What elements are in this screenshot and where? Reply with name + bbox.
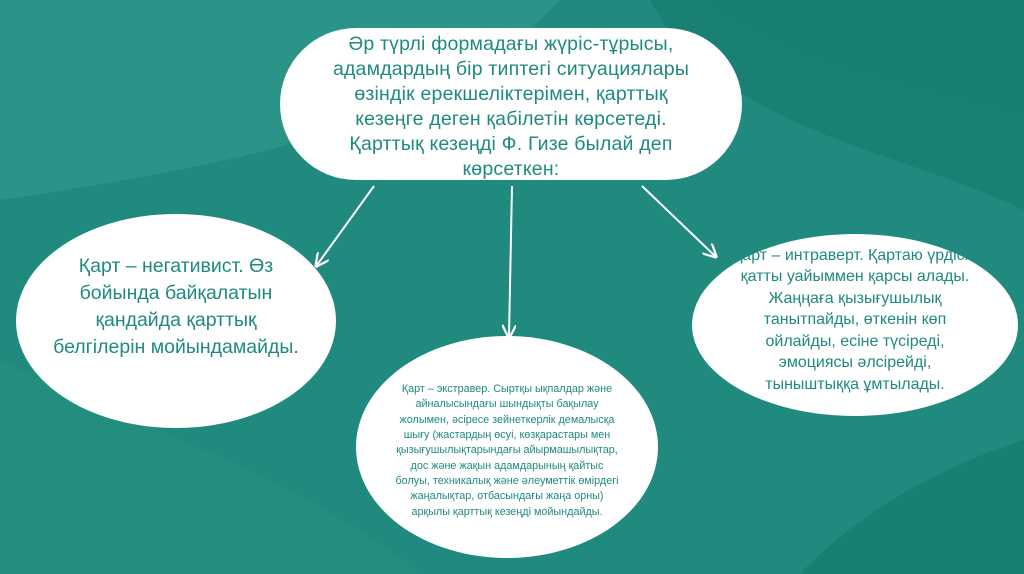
left-node-text: Қарт – негативист. Өз бойында байқалатын қандайда қарттық белгілерін мойындамайды. xyxy=(53,255,299,358)
bottom-node xyxy=(356,336,658,558)
right-node-text: Қарт – интраверт. Қартаю үрдісін қатты уайыммен қарсы алады. Жаңңаға қызығушылық танытпайды, өткенін көп ойлайды, есіне түсіреді, эмоциясы әлсірейді, тыныштыққа ұмтылады. xyxy=(732,246,978,393)
top-node xyxy=(280,28,742,180)
arrow-to-bottom xyxy=(509,186,512,336)
left-node xyxy=(16,214,336,428)
arrow-to-left xyxy=(317,186,374,265)
top-node-text: Әр түрлі формадағы жүріс-тұрысы, адамдардың бір типтегі ситуациялары өзіндік ерекшеліктерімен, қарттық кезеңге деген қабілетін көрсетеді. Қарттық кезеңді Ф. Гизе былай деп көрсеткен: xyxy=(332,33,690,180)
arrow-to-right xyxy=(642,186,715,256)
bottom-node-text: Қарт – экстравер. Сыртқы ықпалдар және айналысындағы шындықты бақылау жолымен, әсіресе зейнеткерлік демалысқа шығу (жастардың өсуі, көзқарастары мен қызығушылықтарындағы айырмашылықтар, дос және жақын адамдарының қайтыс болуы, техникалық және әлеуметтік өмірдегі жаңалықтар, отбасындағы жаңа орны) арқылы қарттық кезеңді мойындайды. xyxy=(395,383,619,518)
right-node xyxy=(692,234,1018,416)
